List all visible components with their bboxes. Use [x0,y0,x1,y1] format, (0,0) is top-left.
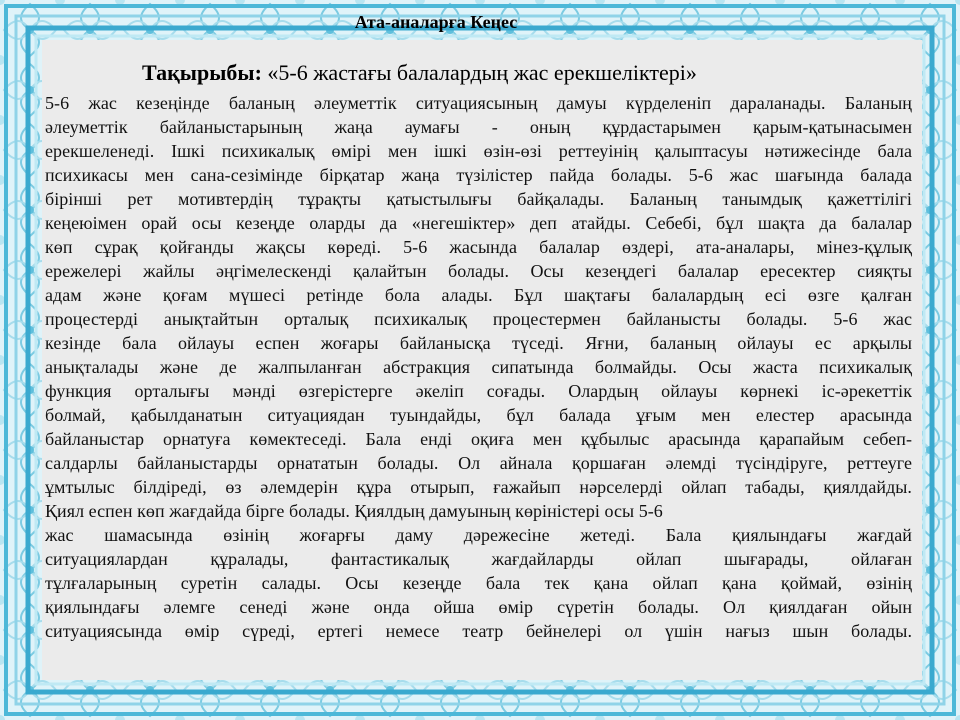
article-line: кеңеюімен орай осы кезеңде оларды да «негешіктер» деп атайды. Себебі, бұл шақта да балалар [45,213,912,233]
article-line: психикасы мен сана-сезімінде бірқатар жаңа түзілістер пайда болады. 5-6 жас шағында балада [45,165,912,185]
topic-text: «5-6 жастағы балалардың жас ерекшеліктері» [267,60,697,85]
article-line: жас шамасында өзінің жоғарғы даму дәрежесіне жетеді. Бала қиялындағы жағдай [45,525,912,545]
article-line: ережелері жайлы әңгімелескенді қалайтын болады. Осы кезеңдегі балалар ересектер сияқты [45,261,912,281]
article-line: анықталады және де жалпыланған абстракция сипатында болмайды. Осы жаста психикалық [45,357,912,377]
article-line: байланыстар орнатуға көмектеседі. Бала енді оқиға мен құбылыс арасында қарапайым себеп- [45,429,912,449]
article-line: Қиял еспен көп жағдайда бірге болады. Қиялдың дамуының көріністері осы 5-6 [45,501,663,521]
article-line: ситуациясында өмір сүреді, ертегі немесе театр бейнелері ол үшін нағыз шын болады. [45,621,912,641]
topic-heading [142,60,842,86]
article-line: тұлғаларының суретін салады. Осы кезеңде бала тек қана ойлап қана қоймай, өзінің [45,573,912,593]
article-line: көп сұрақ қойғанды жақсы көреді. 5-6 жасында балалар өздері, ата-аналары, мінез-құлық [45,237,912,257]
article-line: ерекшеленеді. Ішкі психикалық өмірі мен ішкі өзін-өзі реттеуінің қалыптасуы нәтижесінде бала [45,141,912,161]
article-line: болмай, қабылданатын ситуациядан туындайды, бұл балада ұғым мен елестер арасында [45,405,912,425]
article-line: 5-6 жас кезеңінде баланың әлеуметтік ситуациясының дамуы күрделеніп дараланады. Баланың [45,93,912,113]
topic-label: Тақырыбы: [142,60,262,85]
article-line: бірінші рет мотивтердің тұрақты қатыстылығы байқалады. Баланың танымдық қажеттілігі [45,189,912,209]
page-title: Ата-аналарға Кеңес [354,12,518,32]
article-line: ситуациялардан құралады, фантастикалық жағдайларды ойлап шығарады, ойлаған [45,549,912,569]
article-line: салдарлы байланыстарды орнататын болады. Ол айнала қоршаған әлемді түсіндіруге, реттеуге [45,453,912,473]
article-line: қиялындағы әлемге сенеді және онда ойша өмір сүретін болады. Ол қиялдаған ойын [45,597,912,617]
article-line: ұмтылыс білдіреді, өз әлемдерін құра отырып, ғажайып нәрселерді ойлап табады, қиялдайды. [45,477,912,497]
article-line: кезінде бала ойлауы еспен жоғары байланысқа түседі. Яғни, баланың ойлауы ес арқылы [45,333,912,353]
article-line: адам және қоғам мүшесі ретінде бола алады. Бұл шақтағы балалардың есі өзге қалған [45,285,912,305]
article-line: процестерді анықтайтын орталық психикалық процестермен байланысты болады. 5-6 жас [45,309,912,329]
article-line: функция орталығы мәнді өзгерістерге әкеліп соғады. Олардың ойлауы көрнекі іс-әрекеттік [45,381,912,401]
article-line: әлеуметтік байланыстарының жаңа аумағы - оның құрдастарымен қарым-қатынасымен [45,117,912,137]
